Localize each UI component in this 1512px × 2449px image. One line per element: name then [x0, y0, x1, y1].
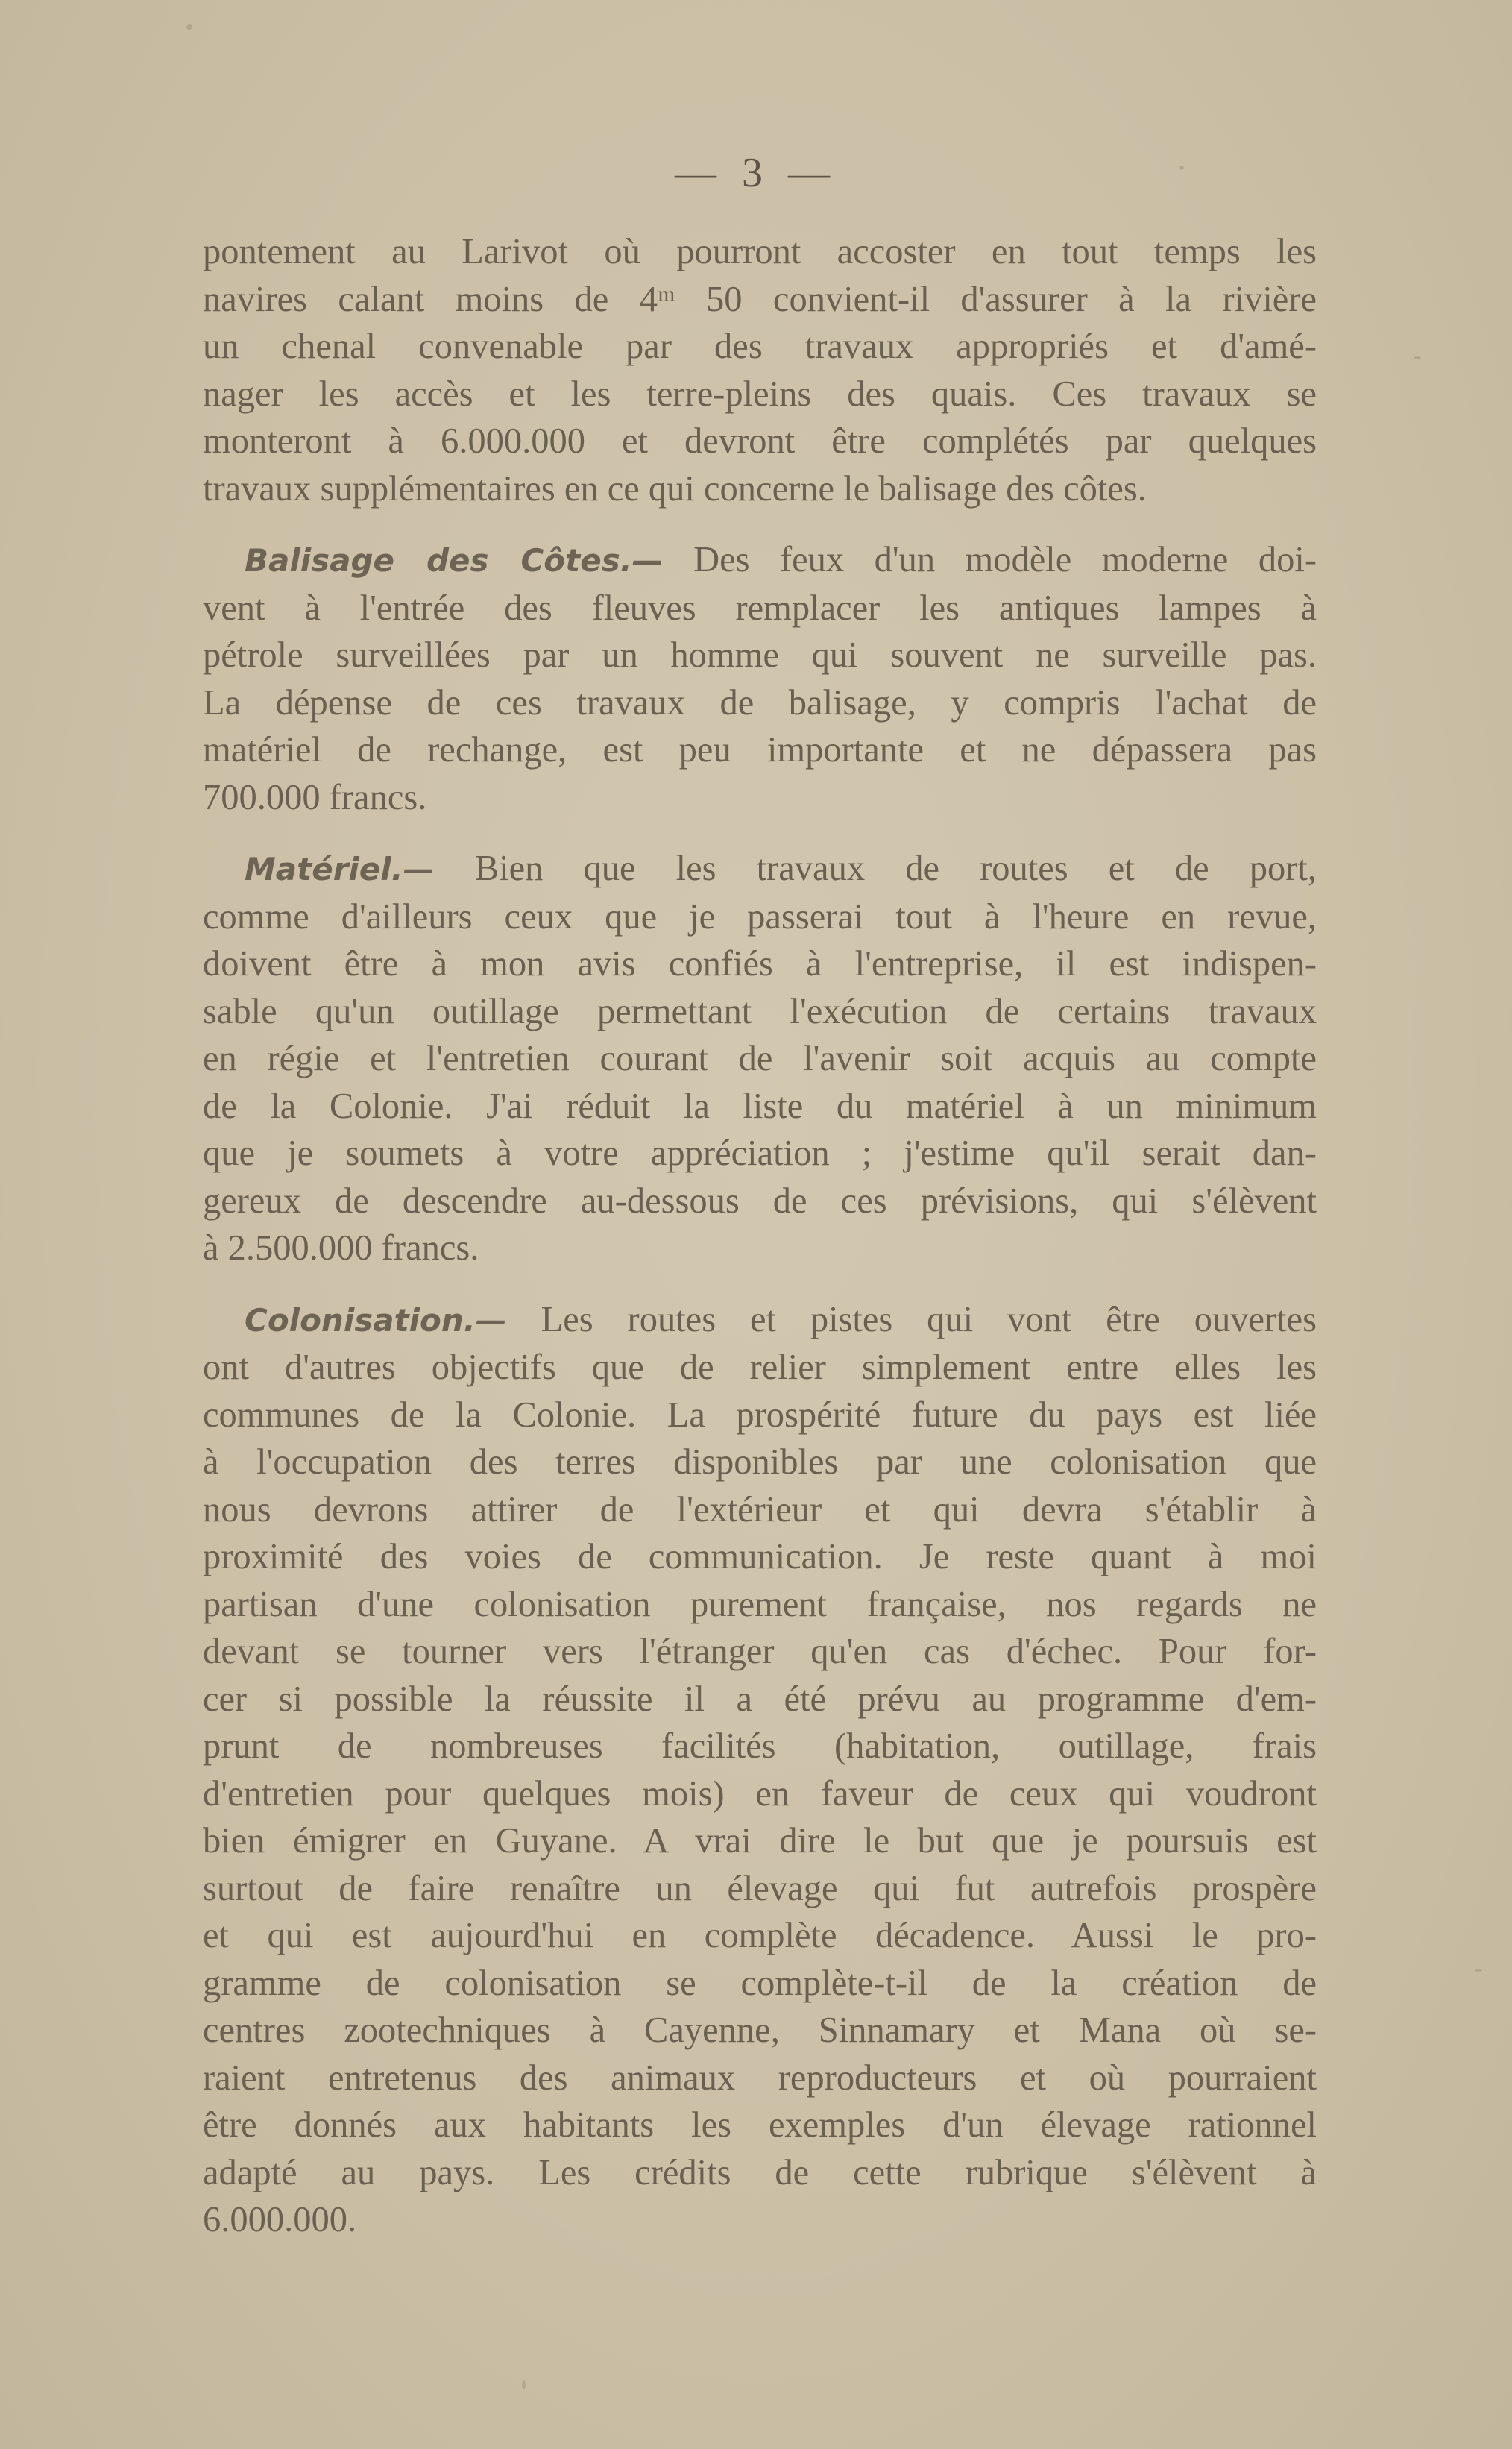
text-line: ont d'autres objectifs que de relier simplement entre elles les [203, 1348, 1317, 1387]
paper-speck [522, 2380, 526, 2389]
section-heading-balisage: Balisage des Côtes.— [245, 542, 664, 579]
text-line: doivent être à mon avis confiés à l'entreprise, il est indispen- [203, 944, 1317, 984]
text-line: d'entretien pour quelques mois) en faveur de ceux qui voudront [203, 1773, 1317, 1814]
text-line [203, 845, 1317, 893]
text-line: et qui est aujourd'hui en complète décadence. Aussi le pro- [203, 1916, 1317, 1955]
text-line [203, 536, 1317, 585]
text-line: prunt de nombreuses facilités (habitation, outillage, frais [203, 1726, 1317, 1766]
text-line: à l'occupation des terres disponibles par une colonisation que [203, 1442, 1317, 1482]
text-line: être donnés aux habitants les exemples d'un élevage rationnel [203, 2105, 1317, 2145]
text-line: La dépense de ces travaux de balisage, y compris l'achat de [203, 682, 1317, 723]
text-line [203, 1296, 1317, 1345]
text-line: communes de la Colonie. La prospérité future du pays est liée [203, 1395, 1317, 1435]
section-heading-materiel: Matériel.— [245, 851, 435, 887]
paragraph-balisage [203, 536, 1317, 821]
text-line: devant se tourner vers l'étranger qu'en cas d'échec. Pour for- [203, 1632, 1317, 1671]
text-line: navires calant moins de 4ᵐ 50 convient-il d'assurer à la rivière [203, 279, 1317, 319]
text-line: gramme de colonisation se complète-t-il de la création de [203, 1963, 1317, 2003]
text-line: que je soumets à votre appréciation ; j'estime qu'il serait dan- [203, 1134, 1317, 1173]
text-line: de la Colonie. J'ai réduit la liste du matériel à un minimum [203, 1086, 1317, 1126]
text-line: bien émigrer en Guyane. A vrai dire le but que je poursuis est [203, 1821, 1317, 1861]
section-heading-colonisation: Colonisation.— [245, 1301, 507, 1339]
text-line-rest: Les routes et pistes qui vont être ouvertes [541, 1299, 1317, 1339]
paragraph-port [203, 228, 1317, 512]
text-line-rest: Des feux d'un modèle moderne doi- [693, 540, 1317, 579]
text-line: pétrole surveillées par un homme qui souvent ne surveille pas. [203, 635, 1317, 675]
text-line: centres zootechniques à Cayenne, Sinnamary et Mana où se- [203, 2011, 1317, 2050]
text-line: cer si possible la réussite il a été prévu au programme d'em- [203, 1679, 1317, 1719]
paper-speck [1414, 356, 1421, 359]
text-line: monteront à 6.000.000 et devront être complétés par quelques [203, 421, 1317, 461]
text-line: pontement au Larivot où pourront accoster en tout temps les [203, 232, 1317, 271]
text-line: surtout de faire renaître un élevage qui fut autrefois prospère [203, 1868, 1317, 1908]
paragraph-materiel [203, 845, 1317, 1272]
text-line: vent à l'entrée des fleuves remplacer les antiques lampes à [203, 588, 1317, 628]
text-line: un chenal convenable par des travaux appropriés et d'amé- [203, 327, 1317, 366]
text-line: adapté au pays. Les crédits de cette rubrique s'élèvent à [203, 2152, 1317, 2192]
text-line: en régie et l'entretien courant de l'avenir soit acquis au compte [203, 1039, 1317, 1078]
text-line: comme d'ailleurs ceux que je passerai tout à l'heure en revue, [203, 896, 1317, 937]
text-line: nager les accès et les terre-pleins des quais. Ces travaux se [203, 374, 1317, 414]
text-line: travaux supplémentaires en ce qui concerne le balisage des côtes. [203, 468, 1147, 509]
text-line: gereux de descendre au-dessous de ces prévisions, qui s'élèvent [203, 1181, 1317, 1221]
page-number: — 3 — [675, 150, 837, 196]
text-line: partisan d'une colonisation purement française, nos regards ne [203, 1584, 1317, 1624]
text-line: proximité des voies de communication. Je reste quant à moi [203, 1537, 1317, 1576]
text-line: sable qu'un outillage permettant l'exécution de certains travaux [203, 991, 1317, 1031]
body-text [203, 228, 1317, 2244]
text-line: raient entretenus des animaux reproducteurs et où pourraient [203, 2057, 1317, 2098]
text-line: matériel de rechange, est peu importante et ne dépassera pas [203, 730, 1317, 770]
paragraph-colonisation [203, 1296, 1317, 2244]
text-line: 700.000 francs. [203, 777, 427, 817]
text-line: nous devrons attirer de l'extérieur et qui devra s'établir à [203, 1489, 1317, 1530]
text-line: 6.000.000. [203, 2200, 357, 2239]
paper-speck [1475, 1969, 1482, 1972]
text-line-rest: Bien que les travaux de routes et de port, [474, 849, 1317, 888]
paper-speck [186, 24, 192, 30]
text-line: à 2.500.000 francs. [203, 1228, 479, 1268]
paper-speck [1179, 166, 1184, 170]
